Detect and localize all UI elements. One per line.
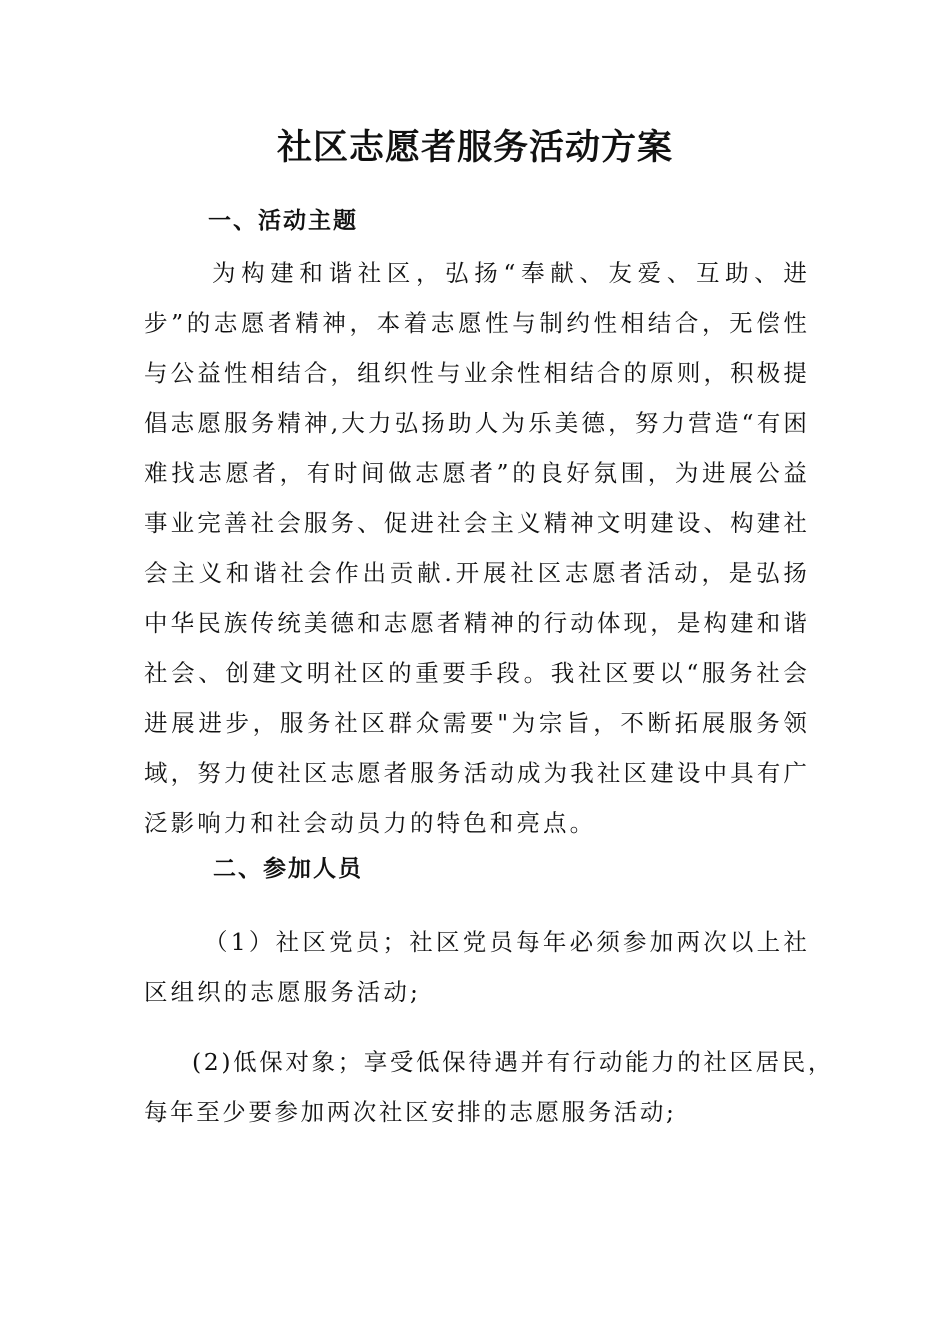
paragraph-party-members: （1）社区党员；社区党员每年必须参加两次以上社区组织的志愿服务活动; [144,928,810,1006]
section-heading-theme: 一、活动主题 [208,208,358,234]
paragraph-theme: 为构建和谐社区，弘扬“奉献、友爱、互助、进步”的志愿者精神，本着志愿性与制约性相结合，无偿性与公益性相结合，组织性与业余性相结合的原则，积极提倡志愿服务精神,大力弘扬助人为乐美德，努力营造“有困难找志愿者，有时间做志愿者”的良好氛围，为进展公益事业完善社会服务、促进社会主义精神文明建设、构建社会主义和谐社会作出贡献.开展社区志愿者活动，是弘扬中华民族传统美德和志愿者精神的行动体现，是构建和谐社会、创建文明社区的重要手段。我社区要以“服务社会进展进步，服务社区群众需要"为宗旨，不断拓展服务领域，努力使社区志愿者服务活动成为我社区建设中具有广泛影响力和社会动员力的特色和亮点。 [144,259,810,837]
section-heading-participants: 二、参加人员 [213,856,363,882]
document-title: 社区志愿者服务活动方案 [276,128,673,168]
paragraph-low-income: (2)低保对象；享受低保待遇并有行动能力的社区居民，每年至少要参加两次社区安排的志愿服务活动; [144,1048,834,1126]
